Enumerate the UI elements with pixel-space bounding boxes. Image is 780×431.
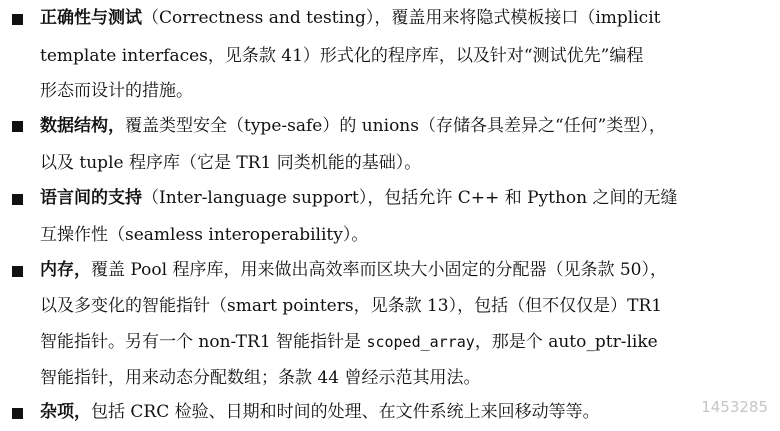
bullet-square-icon [12,121,23,132]
line-text: 智能指针。另有一个 non-TR1 智能指针是 [40,332,367,352]
item-heading: 杂项， [40,402,91,422]
text-line [40,115,666,137]
text-line [40,7,660,29]
text-line [40,80,193,102]
line-text: 以及 tuple 程序库（它是 TR1 同类机能的基础）。 [40,153,422,173]
item-heading: 正确性与测试 [40,8,142,28]
text-line [40,401,600,423]
text-line [40,187,678,209]
bullet-square-icon [12,266,23,277]
text-line [40,45,643,67]
text-line [40,259,667,281]
line-text: 形态而设计的措施。 [40,81,193,101]
text-line [40,331,658,353]
item-heading: 内存， [40,260,91,280]
bullet-square-icon [12,408,23,419]
line-text: template interfaces，见条款 41）形式化的程序库，以及针对“测试优先”编程 [40,46,644,66]
inline-code: scoped_array [366,333,475,351]
line-text: 包括 CRC 检验、日期和时间的处理、在文件系统上来回移动等等。 [91,402,600,422]
text-line [40,224,368,246]
line-text: 以及多变化的智能指针（smart pointers，见条款 13），包括（但不仅仅是）TR1 [40,296,663,316]
watermark-text: 1453285 [701,398,768,416]
bullet-square-icon [12,14,23,25]
item-heading: 数据结构， [40,116,125,136]
item-heading: 语言间的支持 [40,188,142,208]
line-text: 覆盖类型安全（type-safe）的 unions（存储各具差异之“任何”类型）， [125,116,666,136]
line-text: 智能指针，用来动态分配数组；条款 44 曾经示范其用法。 [40,368,481,388]
text-line [40,367,480,389]
bullet-square-icon [12,194,23,205]
text-line [40,295,662,317]
line-text: ，那是个 auto_ptr-like [474,332,658,352]
line-text: 互操作性（seamless interoperability）。 [40,225,369,245]
line-text: 覆盖 Pool 程序库，用来做出高效率而区块大小固定的分配器（见条款 50）， [91,260,667,280]
text-line [40,152,421,174]
line-text: （Correctness and testing），覆盖用来将隐式模板接口（implicit [142,8,661,28]
line-text: （Inter-language support），包括允许 C++ 和 Python 之间的无缝 [142,188,678,208]
